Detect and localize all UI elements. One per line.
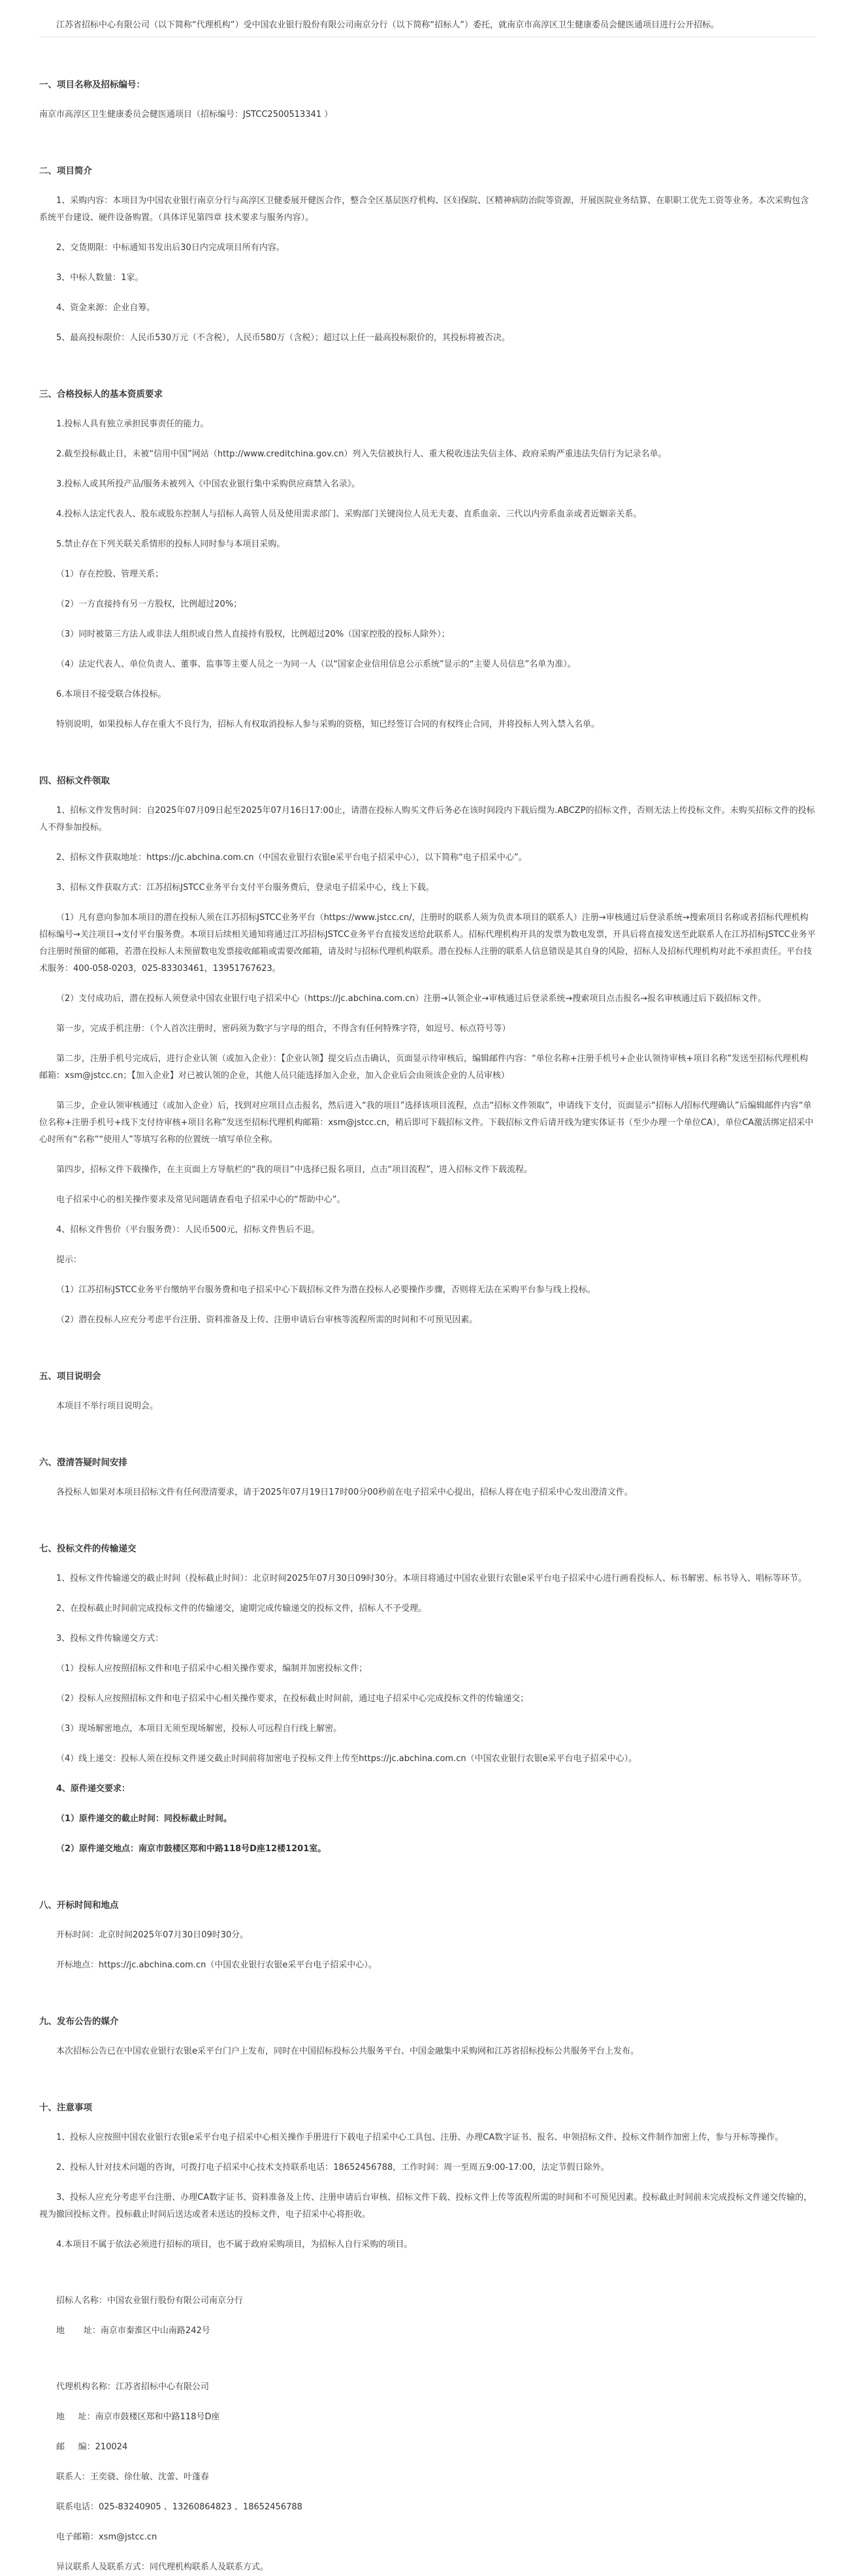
doc-tip-2: （2）潜在投标人应充分考虑平台注册、资料准备及上传、注册申请后台审核等流程所需的时间和不可预见因素。 (56, 1315, 478, 1325)
submit-step-1: （1）投标人应按照招标文件和电子招采中心相关操作要求，编制并加密投标文件； (56, 1664, 368, 1674)
notice-4: 4.本项目不属于依法必须进行招标的项目，也不属于政府采购项目，为招标人自行采购的项目。 (56, 2240, 413, 2250)
original-req: 4、原件递交要求： (56, 1784, 131, 1794)
submit-method: 3、投标文件传输递交方式： (56, 1634, 164, 1644)
objection-contact: 异议联系人及联系方式：同代理机构联系人及联系方式。 (56, 2562, 269, 2572)
doc-step-abc: （2）支付成功后，潜在投标人须登录中国农业银行电子招采中心（https://jc.abchina.com.cn）注册→认领企业→审核通过后登录系统→搜索项目点击报名→报名审核通过后下载招标文件。 (56, 994, 767, 1004)
doc-help: 电子招采中心的相关操作要求及常见问题请查看电子招采中心的“帮助中心”。 (56, 1195, 346, 1205)
tenderer-name: 招标人名称：中国农业银行股份有限公司南京分行 (56, 2296, 244, 2306)
original-address: （2）原件递交地点：南京市鼓楼区郑和中路118号D座12楼1201室。 (56, 1844, 327, 1854)
agency-email: 电子邮箱：xsm@jstcc.cn (56, 2532, 157, 2542)
doc-sale-time: 1、招标文件发售时间：自2025年07月09日起至2025年07月16日17:00止，请潜在投标人购买文件后务必在该时间段内下载后缀为.ABCZP的招标文件，否则无法上传投标文件。未购买招标文件的投标人不得参加投标。 (39, 806, 815, 833)
req-5: 5.禁止存在下列关联关系情形的投标人同时参与本项目采购。 (56, 539, 285, 549)
clarification-note: 各投标人如果对本项目招标文件有任何澄清要求，请于2025年07月19日17时00分00秒前在电子招采中心提出，招标人将在电子招采中心发出澄清文件。 (56, 1487, 633, 1497)
submit-deadline: 1、投标文件传输递交的截止时间（投标截止时间）：北京时间2025年07月30日09时30分。本项目将通过中国农业银行农银e采平台电子招采中心进行画看投标人、标书解密、标书导入、唱标等环节。 (56, 1574, 807, 1583)
req-1: 1.投标人具有独立承担民事责任的能力。 (56, 419, 209, 429)
req-special-note: 特别说明，如果投标人存在重大不良行为，招标人有权取消投标人参与采购的资格，知已经签订合同的有权终止合同，并将投标人列入禁入名单。 (56, 720, 600, 729)
section-title-1: 一、项目名称及招标编号： (39, 80, 145, 90)
doc-step-2: 第二步，注册手机号完成后，进行企业认领（或加入企业）：【企业认领】提交后点击确认，页面显示待审核后，编辑邮件内容：“单位名称+注册手机号+企业认领待审核+项目名称”发送至招标代理机构邮箱：xsm@jstcc.cn；【加入企业】对已被认领的企业，其他人员只能选择加入企业，加入企业后会由须该企业的人员审核） (39, 1054, 809, 1081)
doc-tip-label: 提示： (56, 1255, 82, 1265)
section-title-9: 九、发布公告的媒介 (39, 2016, 119, 2027)
agency-name: 代理机构名称：江苏省招标中心有限公司 (56, 2382, 210, 2392)
req-5-1: （1）存在控股、管理关系； (56, 569, 164, 579)
section-title-3: 三、合格投标人的基本资质要求 (39, 389, 163, 400)
req-2: 2.截至投标截止日，未被“信用中国”网站（http://www.creditchina.gov.cn）列入失信被执行人、重大税收违法失信主体、政府采购严重违法失信行为记录名单。 (56, 449, 667, 459)
req-6: 6.本项目不接受联合体投标。 (56, 690, 167, 699)
tenderer-address: 地 址：南京市秦淮区中山南路242号 (56, 2326, 210, 2336)
notice-2: 2、投标人针对技术问题的咨询，可拨打电子招采中心技术支持联系电话：18652456788，工作时间：周一至周五9:00-17:00，法定节假日除外。 (56, 2163, 609, 2172)
notice-1: 1、投标人应按照中国农业银行农银e采平台电子招采中心相关操作手册进行下载电子招采中心工具包、注册、办理CA数字证书、报名、申领招标文件、投标文件制作加密上传，参与开标等操作。 (56, 2133, 784, 2142)
doc-step-3: 第三步，企业认领审核通过（或加入企业）后，找到对应项目点击报名，然后进入“我的项目”选择该项目流程，点击“招标文件领取”，申请线下支付，页面显示“招标人/招标代理确认”后编辑邮件内容“单位名称+注册手机号+线下支付待审核+项目名称”发送至招标代理机构邮箱：xsm@jstcc.cn，稍后即可下载招标文件。下载招标文件后请开线为建实体证书（至少办理一个单位CA），单位CA激活绑定招采中心时所有“名称”“使用人”等填写名称的位置统一填写单位全称。 (39, 1101, 814, 1145)
delivery-period: 2、交货期限：中标通知书发出后30日内完成项目所有内容。 (56, 243, 285, 253)
section-title-4: 四、招标文件领取 (39, 776, 110, 786)
fund-source: 4、资金来源：企业自筹。 (56, 303, 155, 313)
submit-late-note: 2、在投标截止时间前完成投标文件的传输递交，逾期完成传输递交的投标文件，招标人不予受理。 (56, 1604, 427, 1614)
section-title-7: 七、投标文件的传输递交 (39, 1544, 137, 1554)
opening-time: 开标时间：北京时间2025年07月30日09时30分。 (56, 1930, 249, 1940)
doc-tip-1: （1）江苏招标JSTCC业务平台缴纳平台服务费和电子招采中心下载招标文件为潜在投标人必要操作步骤，否则将无法在采购平台参与线上投标。 (56, 1285, 596, 1295)
req-5-2: （2）一方直接持有另一方股权，比例超过20%； (56, 599, 242, 609)
agency-contact-person: 联系人：王奕骁、徐仕敏、沈蕾、叶蓬春 (56, 2472, 210, 2482)
original-deadline: （1）原件递交的截止时间：同投标截止时间。 (56, 1814, 233, 1824)
submit-step-2: （2）投标人应按照招标文件和电子招采中心相关操作要求，在投标截止时间前，通过电子招采中心完成投标文件的传输递交； (56, 1694, 529, 1704)
section-title-10: 十、注意事项 (39, 2103, 92, 2113)
doc-method: 3、招标文件获取方式：江苏招标JSTCC业务平台支付平台服务费后，登录电子招采中心，线上下载。 (56, 883, 434, 893)
submit-step-3: （3）现场解密地点，本项目无须至现场解密，投标人可远程自行线上解密。 (56, 1724, 342, 1734)
agency-postcode: 邮 编：210024 (56, 2442, 128, 2452)
winner-count: 3、中标人数量：1家。 (56, 273, 144, 283)
doc-step-jstcc: （1）凡有意向参加本项目的潜在投标人须在江苏招标JSTCC业务平台（https://www.jstcc.cn/，注册时的联系人须为负责本项目的联系人）注册→审核通过后登录系统→搜索项目名称或者招标代理机构招标编号→关注项目→支付平台服务费。本项目后续相关通知将通过江苏招标JSTCC业务平台直接发送给此联系人。招标代理机构开具的发票为数电发票，开具后将直接发送至此联系人在江苏招标JSTCC业务平台注册时预留的邮箱，若潜在投标人未预留数电发票接收邮箱或需要改邮箱，请及时与招标代理机构联系。潜在投标人注册的联系人信息错误是其自身的风险，招标人及招标代理机构对此不承担责任。平台技术服务：400-058-0203，025-83303461，13951767623。 (39, 913, 816, 974)
max-price: 5、最高投标限价：人民币530万元（不含税），人民币580万（含税）；超过以上任一最高投标限价的，其投标将被否决。 (56, 333, 510, 343)
intro-paragraph: 江苏省招标中心有限公司（以下简称“代理机构”）受中国农业银行股份有限公司南京分行（以下简称“招标人”）委托，就南京市高淳区卫生健康委员会健医通项目进行公开招标。 (56, 20, 719, 30)
purchase-content: 1、采购内容：本项目为中国农业银行南京分行与高淳区卫健委展开健医合作，整合全区基层医疗机构、区妇保院、区精神病防治院等资源，开展医院业务结算、在职职工优先工资等业务。本次采购包含系统平台建设、硬件设备购置。（具体详见第四章 技术要求与服务内容）。 (39, 196, 809, 223)
section-title-5: 五、项目说明会 (39, 1371, 101, 1382)
agency-phone: 联系电话：025-83240905 、13260864823 、18652456788 (56, 2502, 302, 2512)
agency-address: 地 址：南京市鼓楼区郑和中路118号D座 (56, 2412, 220, 2422)
section-title-8: 八、开标时间和地点 (39, 1900, 119, 1911)
req-3: 3.投标人或其所投产品/服务未被列入《中国农业银行集中采购供应商禁入名录》。 (56, 479, 361, 489)
doc-step-1: 第一步，完成手机注册：（个人首次注册时，密码须为数字与字母的组合，不得含有任何特殊字符，如逗号、标点符号等） (56, 1024, 511, 1034)
section-title-2: 二、项目简介 (39, 166, 92, 176)
media-note: 本次招标公告已在中国农业银行农银e采平台门户上发布，同时在中国招标投标公共服务平台、中国金融集中采购网和江苏省招标投标公共服务平台上发布。 (56, 2046, 639, 2056)
doc-price: 4、招标文件售价（平台服务费）：人民币500元，招标文件售后不退。 (56, 1225, 320, 1235)
req-5-3: （3）同时被第三方法人或非法人组织或自然人直接持有股权，比例超过20%（国家控股的投标人除外）； (56, 629, 450, 639)
opening-place: 开标地点：https://jc.abchina.com.cn（中国农业银行农银e采平台电子招采中心）。 (56, 1960, 377, 1970)
submit-step-4: （4）线上递交：投标人须在投标文件递交截止时间前将加密电子投标文件上传至https://jc.abchina.com.cn（中国农业银行农银e采平台电子招采中心）。 (56, 1754, 637, 1764)
doc-step-4: 第四步，招标文件下载操作，在主页面上方导航栏的“我的项目”中选择已报名项目，点击“项目流程”，进入招标文件下载流程。 (56, 1165, 532, 1175)
req-4: 4.投标人法定代表人、股东或股东控制人与招标人高管人员及使用需求部门、采购部门关键岗位人员无夫妻、直系血亲、三代以内旁系血亲或者近姻亲关系。 (56, 509, 642, 519)
doc-address: 2、招标文件获取地址：https://jc.abchina.com.cn（中国农业银行农银e采平台电子招采中心），以下简称“电子招采中心”。 (56, 853, 527, 863)
project-name: 南京市高淳区卫生健康委员会健医通项目（招标编号：JSTCC2500513341 ） (39, 110, 333, 119)
req-5-4: （4）法定代表人、单位负责人、董事、监事等主要人员之一为同一人（以“国家企业信用信息公示系统”显示的“主要人员信息”名单为准）。 (56, 660, 576, 669)
section-title-6: 六、澄清答疑时间安排 (39, 1457, 127, 1468)
briefing-note: 本项目不举行项目说明会。 (56, 1401, 159, 1411)
notice-3: 3、投标人应充分考虑平台注册、办理CA数字证书、资料准备及上传、注册申请后台审核、招标文件下载、投标文件上传等流程所需的时间和不可预见因素。投标截止时间前未完成投标文件递交传输的，视为撤回投标文件。投标截止时间后送达或者未送达的投标文件，电子招采中心将拒收。 (39, 2193, 813, 2219)
